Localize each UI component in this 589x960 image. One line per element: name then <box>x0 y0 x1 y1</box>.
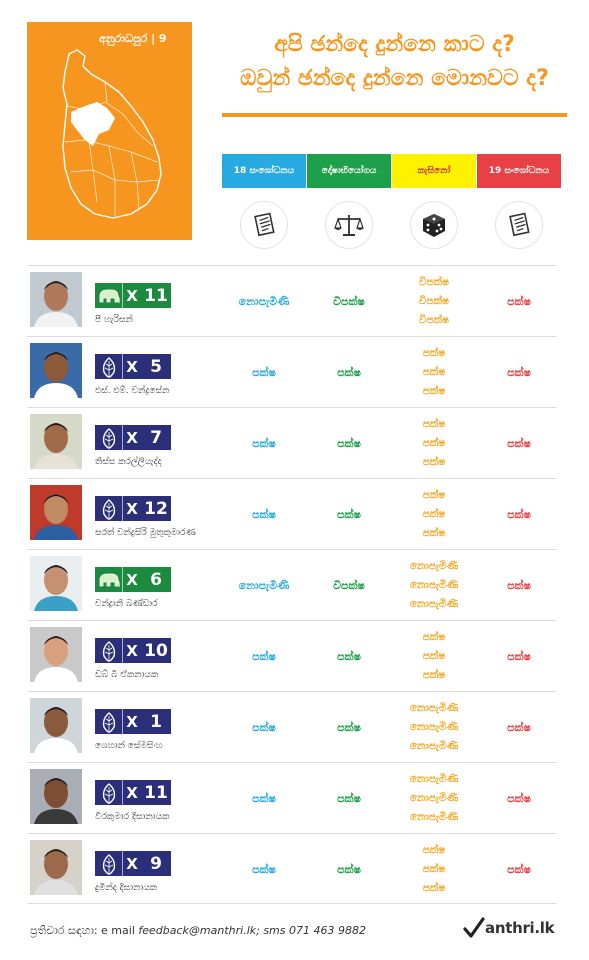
casino-vote-3: විපක්ෂ <box>418 314 450 326</box>
candidate-photo <box>30 556 82 611</box>
ballot-number-badge <box>95 638 171 663</box>
vote-casino <box>392 408 476 479</box>
candidate-name: තිස්ස කරල්ලියැද්ද <box>95 457 162 467</box>
preference-number: 11 <box>144 782 168 803</box>
vote-18th-amendment: පක්ෂ <box>252 436 276 450</box>
betel-leaf-icon <box>95 851 123 876</box>
badge-x: X <box>126 428 138 447</box>
vote-impeachment: පක්ෂ <box>337 436 361 450</box>
casino-vote-1: පක්ෂ <box>422 489 446 501</box>
vote-18th-amendment: පක්ෂ <box>252 862 276 876</box>
betel-leaf-icon <box>95 496 123 521</box>
badge-x: X <box>126 854 138 873</box>
column-header-casino: කැසිනෝ <box>392 154 476 188</box>
vote-19th-amendment: පක්ෂ <box>507 720 531 734</box>
elephant-icon <box>95 283 123 308</box>
candidate-name: සරත් චන්ද්‍රසිරි මුතුකුමාරණ <box>95 528 196 538</box>
vote-impeachment: පක්ෂ <box>337 365 361 379</box>
casino-vote-2: නොපැමිණි <box>409 721 459 733</box>
preference-number: 10 <box>144 640 168 661</box>
casino-vote-2: නොපැමිණි <box>409 579 459 591</box>
casino-vote-1: නොපැමිණි <box>409 773 459 785</box>
preference-number: 1 <box>150 711 162 732</box>
vote-18th-amendment: නොපැමිණි <box>238 294 290 308</box>
badge-x: X <box>126 357 138 376</box>
footer-contact <box>30 924 366 938</box>
district-number: 9 <box>158 32 167 45</box>
betel-leaf-icon <box>95 780 123 805</box>
vote-casino <box>392 337 476 408</box>
casino-vote-1: පක්ෂ <box>422 347 446 359</box>
casino-vote-1: විපක්ෂ <box>418 276 450 288</box>
vote-impeachment: පක්ෂ <box>337 720 361 734</box>
vote-18th-amendment: පක්ෂ <box>252 720 276 734</box>
district-separator: | <box>151 32 159 45</box>
vote-19th-amendment: පක්ෂ <box>507 294 531 308</box>
badge-x: X <box>126 570 138 589</box>
headline-line-2: ඔවුන් ඡන්දෙ දුන්නෙ මොනවට ද? <box>240 66 549 91</box>
vote-19th-amendment: පක්ෂ <box>507 507 531 521</box>
casino-vote-3: නොපැමිණි <box>409 740 459 752</box>
candidate-name: ශෙහාන් සේමසිංහ <box>95 741 163 751</box>
vote-19th-amendment: පක්ෂ <box>507 791 531 805</box>
document-icon <box>495 201 543 249</box>
betel-leaf-icon <box>95 354 123 379</box>
casino-vote-3: නොපැමිණි <box>409 598 459 610</box>
column-header-18th-amendment: 18 සංශෝධනය <box>222 154 306 188</box>
column-header-19th-amendment: 19 සංශෝධනය <box>477 154 561 188</box>
ballot-number-badge <box>95 354 171 379</box>
casino-vote-2: පක්ෂ <box>422 437 446 449</box>
casino-vote-2: පක්ෂ <box>422 508 446 520</box>
preference-number: 5 <box>150 356 162 377</box>
casino-vote-1: නොපැමිණි <box>409 702 459 714</box>
vote-casino <box>392 266 476 337</box>
vote-19th-amendment: පක්ෂ <box>507 436 531 450</box>
vote-impeachment: විපක්ෂ <box>333 294 365 308</box>
casino-vote-1: පක්ෂ <box>422 844 446 856</box>
casino-vote-1: පක්ෂ <box>422 418 446 430</box>
footer-label: ප්‍රතිචාර සඳහා: e mail <box>30 924 139 937</box>
vote-18th-amendment: පක්ෂ <box>252 365 276 379</box>
elephant-icon <box>95 567 123 592</box>
candidate-name: එස්. එම්. චන්ද්‍රසේන <box>95 386 170 396</box>
table-row <box>27 691 557 762</box>
vote-impeachment: පක්ෂ <box>337 649 361 663</box>
casino-vote-1: පක්ෂ <box>422 631 446 643</box>
ballot-number-badge <box>95 425 171 450</box>
candidate-photo <box>30 698 82 753</box>
candidate-photo <box>30 769 82 824</box>
badge-x: X <box>126 712 138 731</box>
vote-casino <box>392 834 476 905</box>
vote-18th-amendment: පක්ෂ <box>252 791 276 805</box>
table-row <box>27 265 557 336</box>
casino-vote-2: පක්ෂ <box>422 863 446 875</box>
vote-19th-amendment: පක්ෂ <box>507 862 531 876</box>
casino-vote-2: විපක්ෂ <box>418 295 450 307</box>
vote-casino <box>392 621 476 692</box>
casino-vote-3: පක්ෂ <box>422 882 446 894</box>
district-map-panel <box>27 22 192 240</box>
preference-number: 6 <box>150 569 162 590</box>
table-row <box>27 762 557 833</box>
table-row <box>27 478 557 549</box>
casino-vote-3: පක්ෂ <box>422 527 446 539</box>
candidate-name: ඩබ් බී ඒකනායක <box>95 670 159 680</box>
footer-email[interactable]: feedback@manthri.lk <box>138 924 257 937</box>
candidate-photo <box>30 485 82 540</box>
logo-text: anthri.lk <box>485 919 555 937</box>
table-row <box>27 549 557 620</box>
candidate-photo <box>30 343 82 398</box>
ballot-number-badge <box>95 567 171 592</box>
badge-x: X <box>126 641 138 660</box>
headline-divider <box>222 113 567 117</box>
preference-number: 7 <box>150 427 162 448</box>
vote-impeachment: පක්ෂ <box>337 862 361 876</box>
vote-19th-amendment: පක්ෂ <box>507 365 531 379</box>
ballot-number-badge <box>95 496 171 521</box>
dice-icon <box>410 201 458 249</box>
vote-18th-amendment: පක්ෂ <box>252 507 276 521</box>
ballot-number-badge <box>95 709 171 734</box>
candidate-photo <box>30 414 82 469</box>
scales-icon <box>325 201 373 249</box>
casino-vote-2: නොපැමිණි <box>409 792 459 804</box>
logo-check-icon <box>463 917 485 939</box>
preference-number: 9 <box>150 853 162 874</box>
badge-x: X <box>126 286 138 305</box>
betel-leaf-icon <box>95 638 123 663</box>
ballot-number-badge <box>95 851 171 876</box>
ballot-number-badge <box>95 780 171 805</box>
casino-vote-2: පක්ෂ <box>422 366 446 378</box>
betel-leaf-icon <box>95 709 123 734</box>
district-title <box>99 32 167 46</box>
column-header-impeachment: දෝෂාභියෝගය <box>307 154 391 188</box>
sri-lanka-map <box>27 22 192 240</box>
casino-vote-3: පක්ෂ <box>422 456 446 468</box>
casino-vote-2: පක්ෂ <box>422 650 446 662</box>
vote-impeachment: විපක්ෂ <box>333 578 365 592</box>
table-row <box>27 833 557 904</box>
vote-18th-amendment: පක්ෂ <box>252 649 276 663</box>
anuradhapura-highlight <box>71 102 115 146</box>
vote-19th-amendment: පක්ෂ <box>507 578 531 592</box>
table-row <box>27 336 557 407</box>
manthri-logo[interactable] <box>463 917 554 939</box>
candidate-name: චන්ද්‍රානි බණ්ඩාර <box>95 599 158 609</box>
candidate-photo <box>30 272 82 327</box>
casino-vote-3: පක්ෂ <box>422 385 446 397</box>
preference-number: 11 <box>144 285 168 306</box>
ballot-number-badge <box>95 283 171 308</box>
candidate-name: වීරකුමාර දිසානායක <box>95 812 170 822</box>
casino-vote-3: නොපැමිණි <box>409 811 459 823</box>
vote-casino <box>392 692 476 763</box>
vote-casino <box>392 479 476 550</box>
badge-x: X <box>126 783 138 802</box>
document-icon <box>240 201 288 249</box>
district-label: අනුරාධපුර <box>99 32 148 45</box>
vote-casino <box>392 763 476 834</box>
candidate-photo <box>30 840 82 895</box>
casino-vote-1: නොපැමිණි <box>409 560 459 572</box>
casino-vote-3: පක්ෂ <box>422 669 446 681</box>
table-row <box>27 620 557 691</box>
vote-impeachment: පක්ෂ <box>337 507 361 521</box>
badge-x: X <box>126 499 138 518</box>
footer-sms: ; sms 071 463 9882 <box>256 924 366 937</box>
vote-casino <box>392 550 476 621</box>
vote-19th-amendment: පක්ෂ <box>507 649 531 663</box>
headline-line-1: අපි ඡන්දෙ දුන්නෙ කාට ද? <box>274 32 515 57</box>
candidate-photo <box>30 627 82 682</box>
betel-leaf-icon <box>95 425 123 450</box>
vote-18th-amendment: නොපැමිණි <box>238 578 290 592</box>
table-row <box>27 407 557 478</box>
preference-number: 12 <box>144 498 168 519</box>
candidate-name: පී හැරිසන් <box>95 315 133 325</box>
candidate-name: දුමින්ද දිසානායක <box>95 883 158 893</box>
vote-impeachment: පක්ෂ <box>337 791 361 805</box>
